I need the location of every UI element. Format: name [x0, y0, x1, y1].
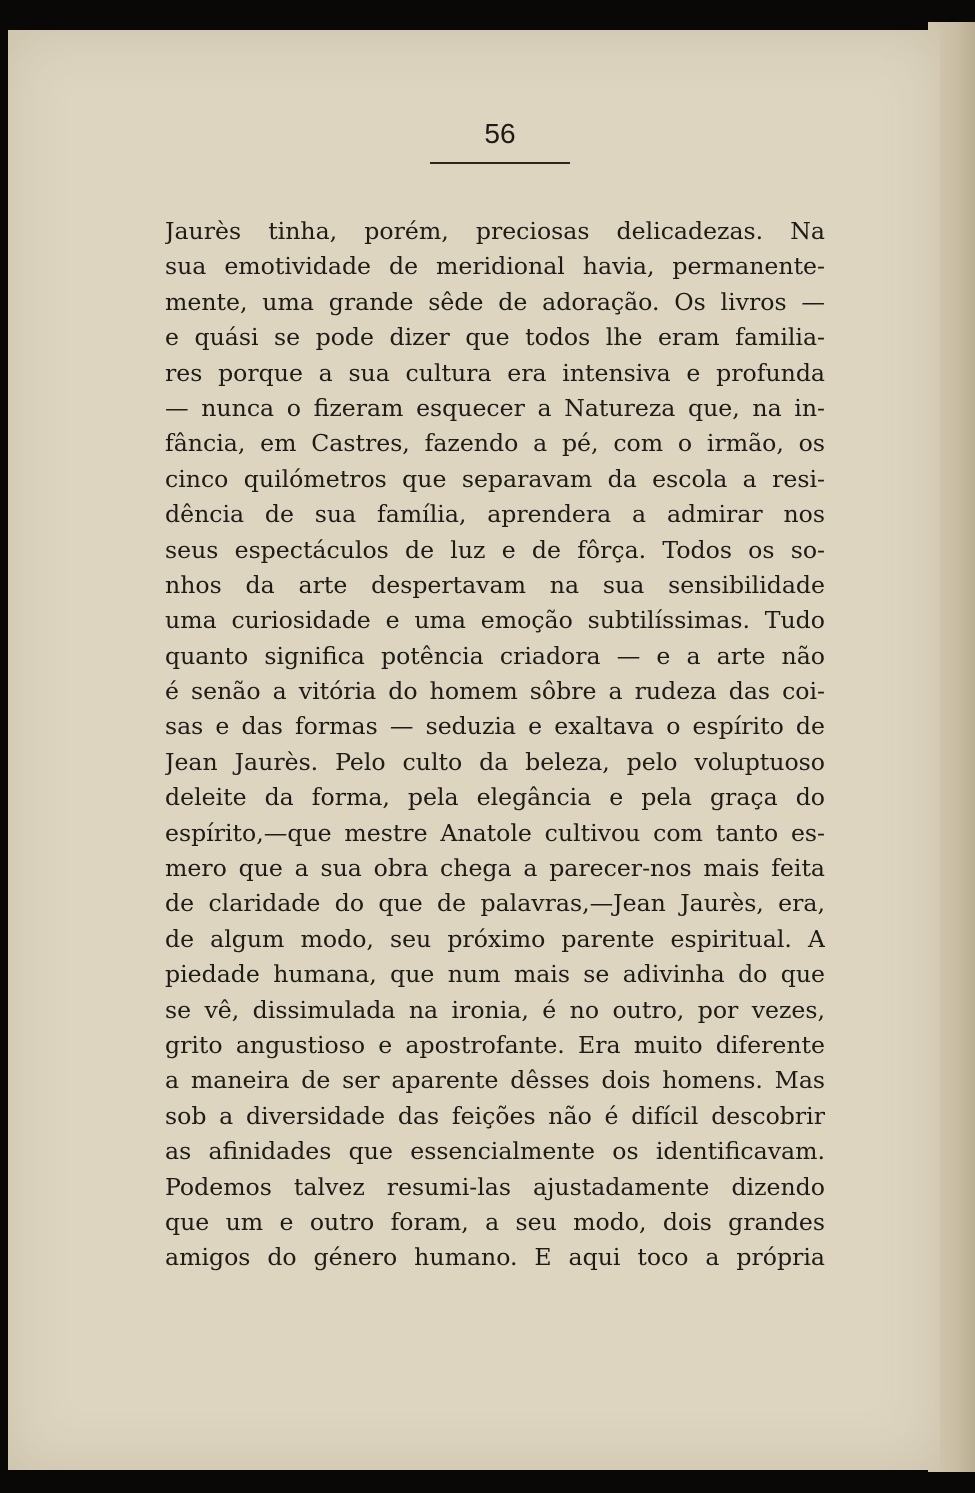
text-line: nhos da arte despertavam na sua sensibilidade: [165, 570, 825, 599]
text-line: espírito,—que mestre Anatole cultivou com tanto es-: [165, 818, 825, 847]
text-line: sob a diversidade das feições não é difícil descobrir: [165, 1101, 825, 1130]
text-line: grito angustioso e apostrofante. Era muito diferente: [165, 1030, 825, 1059]
text-line: piedade humana, que num mais se adivinha do que: [165, 960, 825, 989]
text-line: quanto significa potência criadora — e a arte não: [165, 641, 825, 670]
text-line: — nunca o fizeram esquecer a Natureza que, na in-: [165, 393, 825, 422]
text-line: de claridade do que de palavras,—Jean Jaurès, era,: [165, 889, 825, 918]
text-line: dência de sua família, aprendera a admirar nos: [165, 500, 825, 529]
text-line: que um e outro foram, a seu modo, dois grandes: [165, 1207, 825, 1236]
text-line: as afinidades que essencialmente os identificavam.: [165, 1137, 825, 1166]
text-line: se vê, dissimulada na ironia, é no outro, por vezes,: [165, 995, 825, 1024]
text-line: amigos do género humano. E aqui toco a própria: [165, 1243, 825, 1272]
text-line: a maneira de ser aparente dêsses dois homens. Mas: [165, 1066, 825, 1095]
text-line: sua emotividade de meridional havia, permanente-: [165, 252, 825, 281]
text-line: seus espectáculos de luz e de fôrça. Todos os so-: [165, 535, 825, 564]
text-line: sas e das formas — seduzia e exaltava o espírito de: [165, 712, 825, 741]
body-text: [165, 214, 825, 1276]
text-line: de algum modo, seu próximo parente espiritual. A: [165, 924, 825, 953]
text-line: mente, uma grande sêde de adoração. Os livros —: [165, 287, 825, 316]
text-line: Jaurès tinha, porém, preciosas delicadezas. Na: [165, 217, 825, 245]
text-line: Podemos talvez resumi-las ajustadamente dizendo: [165, 1172, 825, 1201]
page-number-rule: [430, 162, 570, 164]
text-line: Jean Jaurès. Pelo culto da beleza, pelo voluptuoso: [165, 747, 825, 776]
text-line: fância, em Castres, fazendo a pé, com o irmão, os: [165, 429, 825, 458]
text-line: res porque a sua cultura era intensiva e profunda: [165, 358, 825, 387]
text-line: uma curiosidade e uma emoção subtilíssimas. Tudo: [165, 606, 825, 635]
text-line: é senão a vitória do homem sôbre a rudeza das coi-: [165, 677, 825, 706]
page-number: 56: [484, 118, 516, 149]
text-line: mero que a sua obra chega a parecer-nos mais feita: [165, 854, 825, 883]
text-line: cinco quilómetros que separavam da escola a resi-: [165, 464, 825, 493]
text-line: deleite da forma, pela elegância e pela graça do: [165, 783, 825, 812]
text-line: e quási se pode dizer que todos lhe eram familia-: [165, 323, 825, 352]
